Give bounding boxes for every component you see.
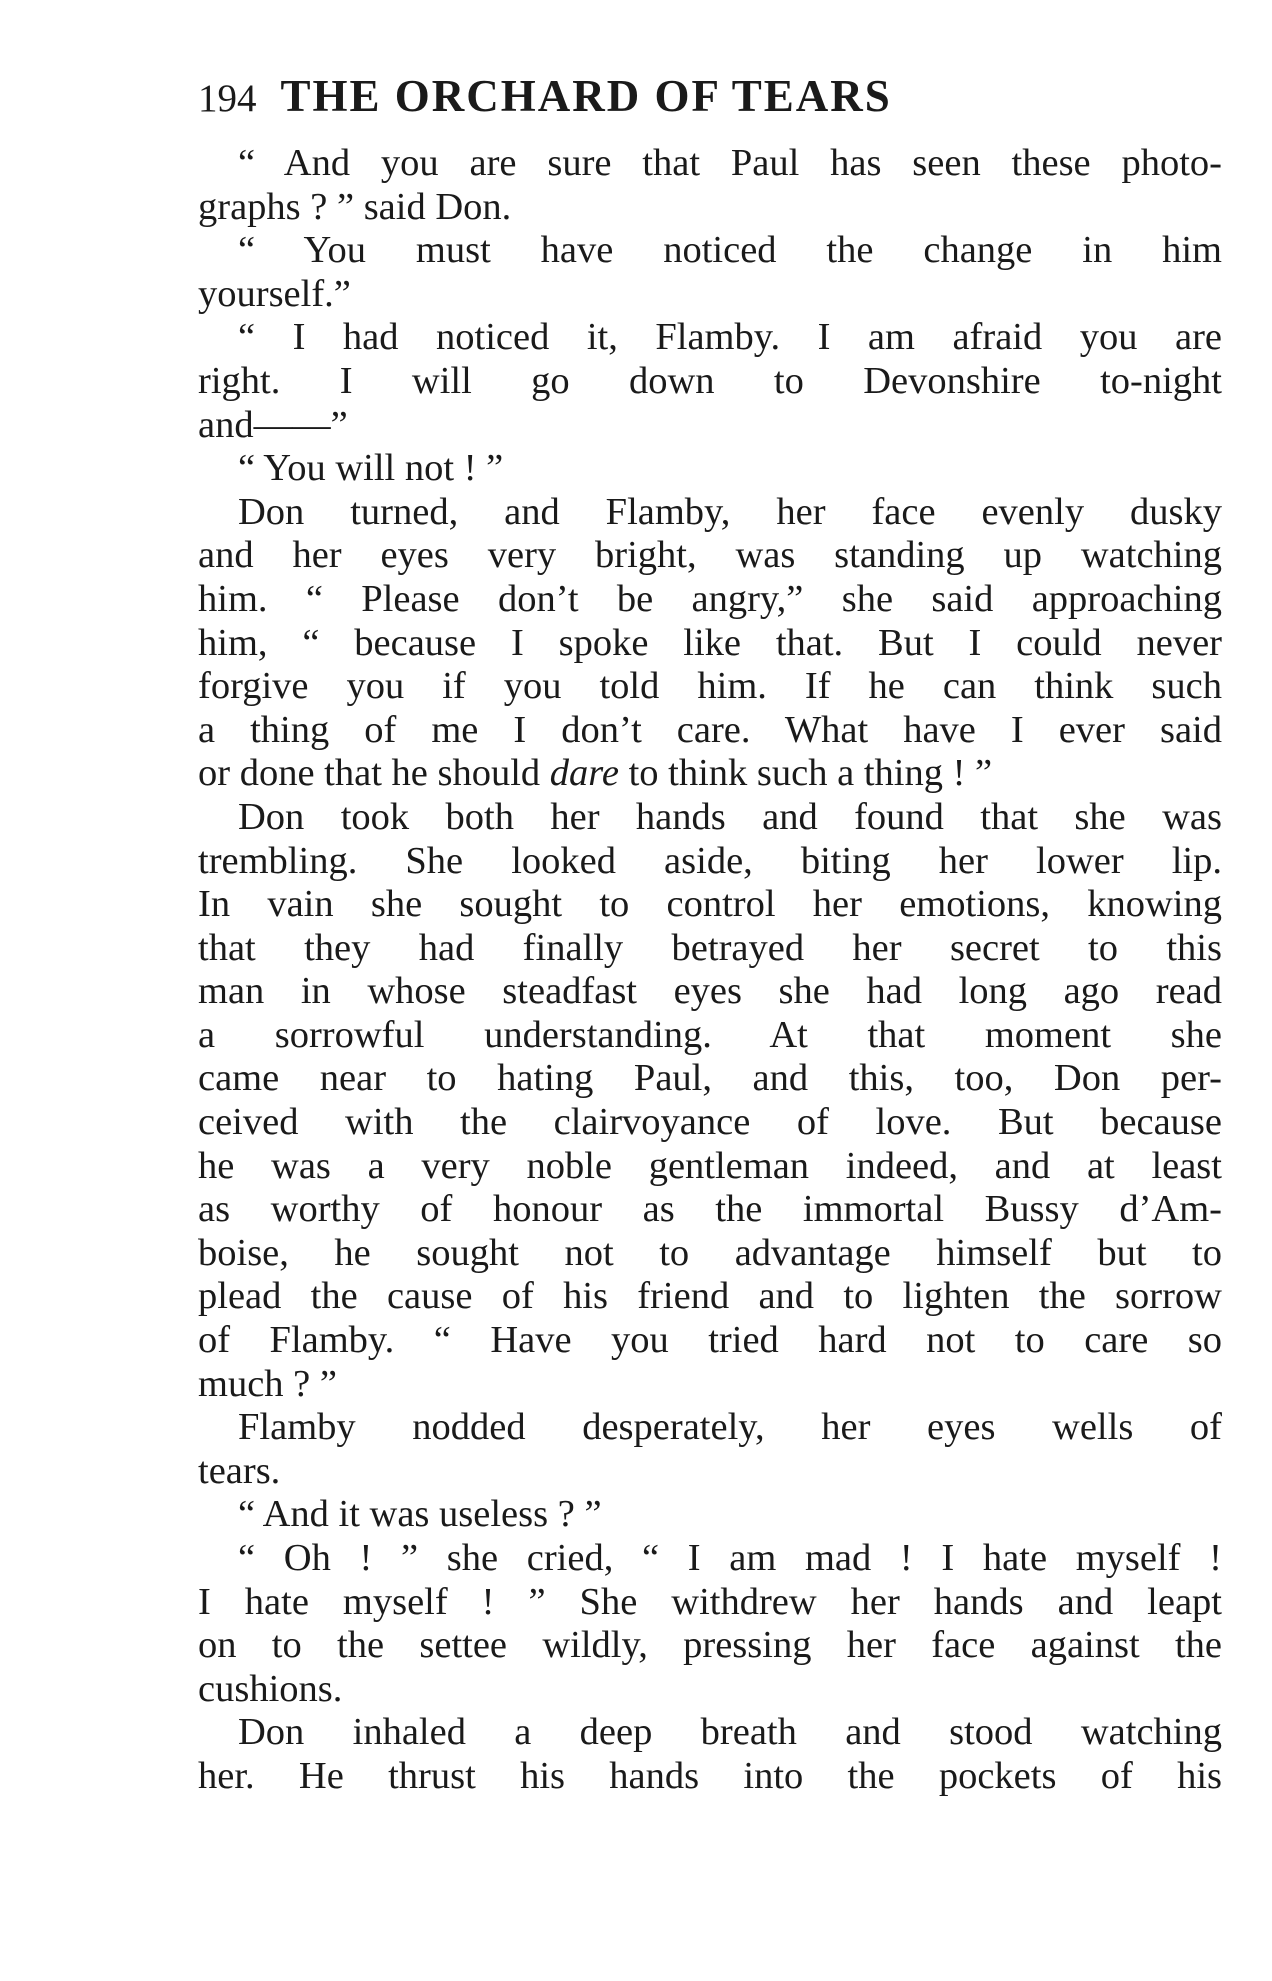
text-line: I hate myself ! ” She withdrew her hands and leapt xyxy=(198,1580,1222,1623)
page-number: 194 xyxy=(198,77,257,120)
text-line: of Flamby. “ Have you tried hard not to care so xyxy=(198,1319,1222,1362)
text-line: forgive you if you told him. If he can think such xyxy=(198,665,1222,708)
text-line: much ? ” xyxy=(198,1362,337,1405)
text-line: him. “ Please don’t be angry,” she said approaching xyxy=(198,577,1222,620)
text-line: plead the cause of his friend and to lighten the sorrow xyxy=(198,1275,1222,1318)
text-line: her. He thrust his hands into the pockets of his xyxy=(198,1754,1222,1797)
text-line: Flamby nodded desperately, her eyes wells of xyxy=(238,1406,1222,1449)
text-line: a thing of me I don’t care. What have I ever said xyxy=(198,708,1222,751)
text-line: “ And it was useless ? ” xyxy=(238,1493,602,1536)
text-line: “ You will not ! ” xyxy=(238,447,504,490)
text-line: In vain she sought to control her emotions, knowing xyxy=(198,883,1222,926)
text-line: as worthy of honour as the immortal Bussy d’Am- xyxy=(198,1188,1222,1231)
text-line: and her eyes very bright, was standing up watching xyxy=(198,534,1222,577)
text-line: trembling. She looked aside, biting her lower lip. xyxy=(198,839,1222,882)
text-line: Don took both her hands and found that she was xyxy=(238,795,1222,838)
text-line: ceived with the clairvoyance of love. But because xyxy=(198,1101,1222,1144)
text-line: he was a very noble gentleman indeed, and at least xyxy=(198,1144,1222,1187)
book-title: THE ORCHARD OF TEARS xyxy=(280,71,892,121)
text-line: cushions. xyxy=(198,1667,343,1710)
text-line xyxy=(198,752,1222,796)
text-line: him, “ because I spoke like that. But I could never xyxy=(198,621,1222,664)
text-line: on to the settee wildly, pressing her face against the xyxy=(198,1624,1222,1667)
body-text xyxy=(198,142,1222,1799)
text-segment: or done that he should xyxy=(198,752,550,795)
text-line: “ I had noticed it, Flamby. I am afraid you are xyxy=(238,316,1222,359)
text-line: yourself.” xyxy=(198,272,351,315)
book-page xyxy=(198,68,1222,1799)
text-line: tears. xyxy=(198,1449,281,1492)
text-line: and——” xyxy=(198,403,348,446)
text-line: “ You must have noticed the change in him xyxy=(238,229,1222,272)
text-line: graphs ? ” said Don. xyxy=(198,185,512,228)
text-line: Don turned, and Flamby, her face evenly dusky xyxy=(238,490,1222,533)
text-segment: to think such a thing ! ” xyxy=(618,752,993,795)
text-line: “ Oh ! ” she cried, “ I am mad ! I hate myself ! xyxy=(238,1537,1222,1579)
text-line: Don inhaled a deep breath and stood watching xyxy=(238,1711,1222,1754)
text-line: man in whose steadfast eyes she had long ago read xyxy=(198,970,1222,1013)
text-line: a sorrowful understanding. At that moment she xyxy=(198,1013,1222,1056)
text-line: that they had finally betrayed her secret to this xyxy=(198,926,1222,969)
text-line: right. I will go down to Devonshire to-night xyxy=(198,359,1222,402)
text-line: came near to hating Paul, and this, too, Don per- xyxy=(198,1057,1222,1100)
italic-word: dare xyxy=(549,752,619,795)
running-head xyxy=(198,68,1222,148)
text-line: boise, he sought not to advantage himself but to xyxy=(198,1231,1222,1274)
text-line: “ And you are sure that Paul has seen these photo- xyxy=(238,142,1222,184)
